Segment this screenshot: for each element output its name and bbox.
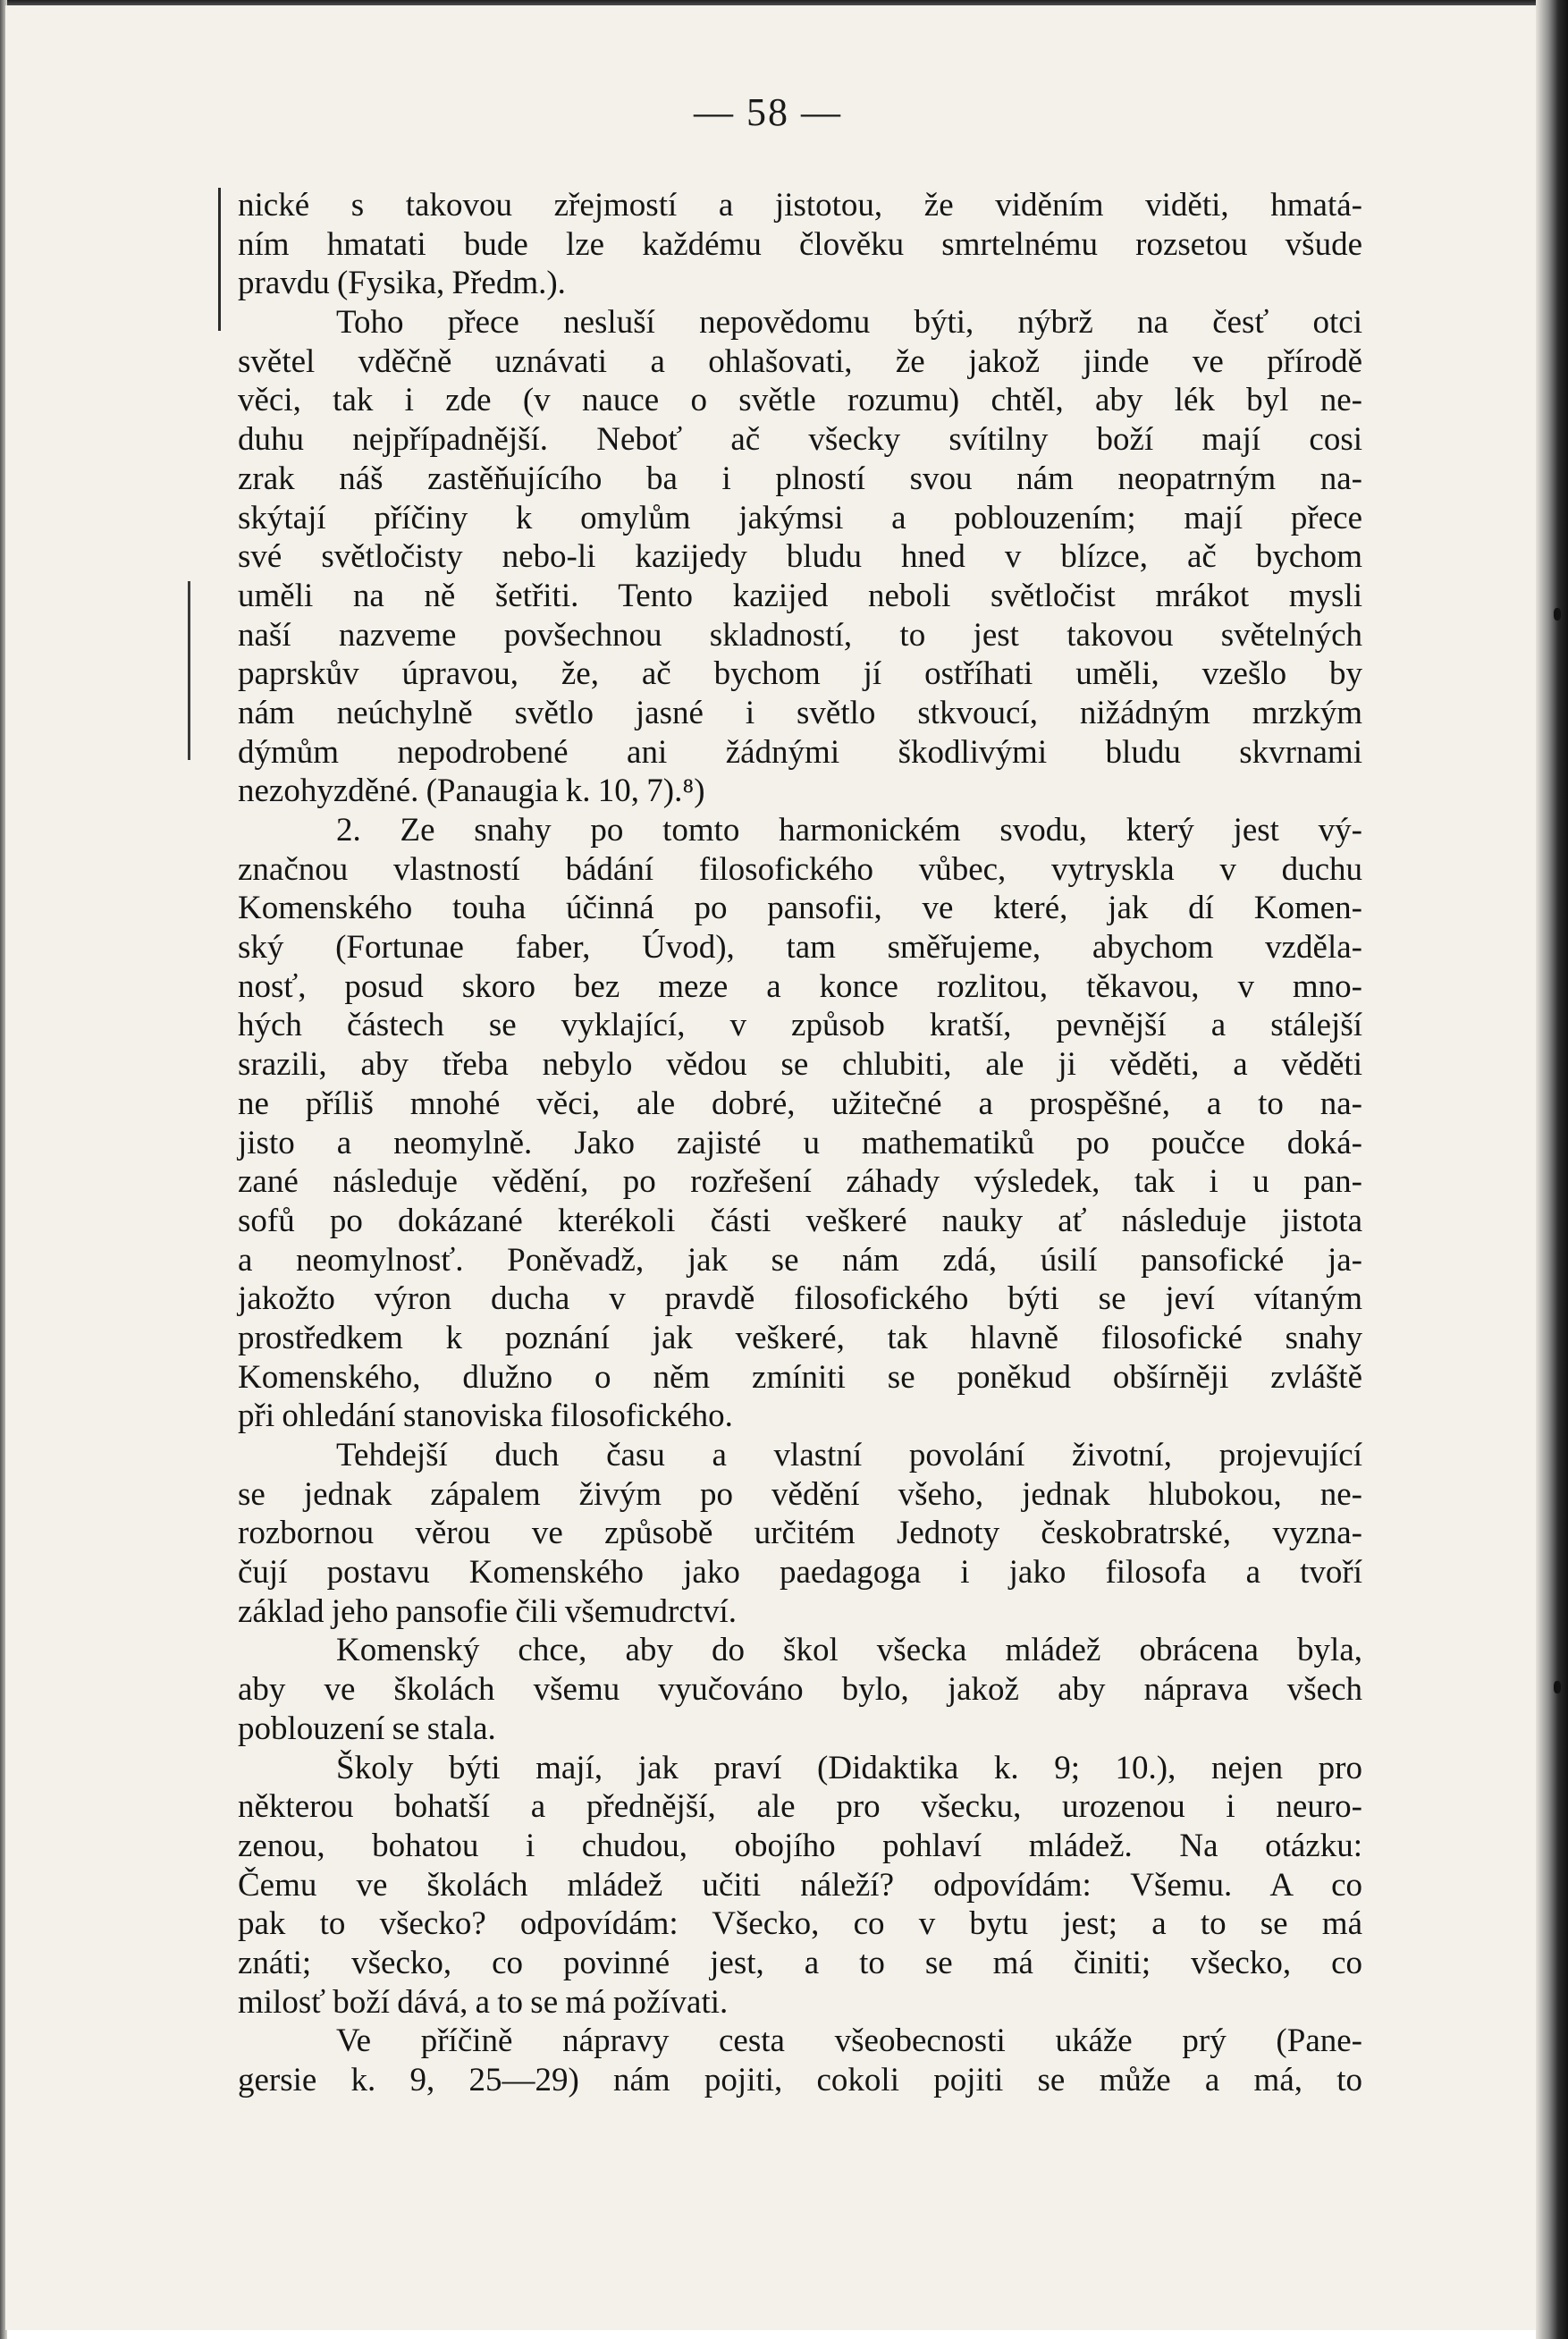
text-line: ský (Fortunae faber, Úvod), tam směřujeme, abychom vzděla- [238,929,1362,967]
text-line: Komenský chce, aby do škol všecka mládež obrácena byla, [336,1632,1362,1669]
text-line: prostředkem k poznání jak veškeré, tak hlavně filosofické snahy [238,1319,1362,1356]
margin-line-mark [218,188,221,331]
text-line: věci, tak i zde (v nauce o světle rozumu) chtěl, aby lék byl ne- [238,382,1362,419]
scan-speck [1554,1681,1561,1693]
scan-speck [1554,608,1561,621]
text-line: Tehdejší duch času a vlastní povolání životní, projevující [336,1437,1362,1473]
text-line: Toho přece nesluší nepovědomu býti, nýbrž na česť otci [336,304,1362,342]
text-line: 2. Ze snahy po tomto harmonickém svodu, který jest vý- [336,812,1362,849]
body-text [238,186,1362,2100]
text-line: jisto a neomylně. Jako zajisté u mathematiků po poučce doká- [238,1124,1362,1161]
text-line: nám neúchylně světlo jasné i světlo stkvoucí, nižádným mrzkým [238,694,1362,731]
text-line: dýmům nepodrobené ani žádnými škodlivými bludu skvrnami [238,733,1362,771]
text-line: poblouzení se stala. [238,1710,496,1747]
text-line: milosť boží dává, a to se má požívati. [238,1983,729,2021]
text-line: Komenského touha účinná po pansofii, ve které, jak dí Komen- [238,890,1362,927]
text-line: se jednak zápalem živým po vědění všeho, jednak hlubokou, ne- [238,1475,1362,1513]
text-line: základ jeho pansofie čili všemudrctví. [238,1592,738,1630]
text-line: světel vděčně uznávati a ohlašovati, že jakož jinde ve přírodě [238,342,1362,380]
text-line: uměli na ně šetřiti. Tento kazijed neboli světločist mrákot mysli [238,577,1362,614]
text-line: hých částech se vyklající, v způsob kratší, pevnější a stálejší [238,1007,1362,1044]
text-line: Komenského, dlužno o něm zmíniti se poněkud obšírněji zvláště [238,1358,1362,1396]
page-number: — 58 — [694,90,842,134]
text-line: znáti; všecko, co povinné jest, a to se má činiti; všecko, co [238,1944,1362,1981]
text-line: zrak náš zastěňujícího ba i plností svou nám neopatrným na- [238,460,1362,497]
text-line: čují postavu Komenského jako paedagoga i jako filosofa a tvoří [238,1554,1362,1592]
text-line: některou bohatší a přednější, ale pro všecku, urozenou i neuro- [238,1788,1362,1826]
text-line: srazili, aby třeba nebylo vědou se chlubiti, ale ji věděti, a věděti [238,1046,1362,1084]
text-line: ne příliš mnohé věci, ale dobré, užitečné a prospěšné, a to na- [238,1085,1362,1122]
text-line: naší nazveme povšechnou skladností, to jest takovou světelných [238,616,1362,654]
text-line: aby ve školách všemu vyučováno bylo, jakož aby náprava všech [238,1671,1362,1709]
text-line: rozbornou věrou ve způsobě určitém Jednoty českobratrské, vyzna- [238,1515,1362,1552]
text-line: nosť, posud skoro bez meze a konce rozlitou, těkavou, v mno- [238,967,1362,1005]
text-line: skýtají příčiny k omylům jakýmsi a poblouzením; mají přece [238,499,1362,536]
text-line: Ve příčině nápravy cesta všeobecnosti ukáže prý (Pane- [336,2022,1362,2060]
text-line: nické s takovou zřejmostí a jistotou, že viděním viděti, hmatá- [238,187,1362,224]
text-line: zenou, bohatou i chudou, obojího pohlaví mládež. Na otázku: [238,1827,1362,1864]
text-line: sofů po dokázané kterékoli části veškeré nauky ať následuje jistota [238,1202,1362,1239]
text-line: gersie k. 9, 25—29) nám pojiti, cokoli pojiti se může a má, to [238,2062,1362,2098]
text-line: Čemu ve školách mládež učiti náleží? odpovídám: Všemu. A co [238,1866,1362,1904]
text-line: při ohledání stanoviska filosofického. [238,1397,733,1435]
text-line: a neomylnosť. Poněvadž, jak se nám zdá, úsilí pansofické ja- [238,1241,1362,1279]
scan-right-edge [1536,0,1568,2339]
text-line: nezohyzděné. (Panaugia k. 10, 7).⁸) [238,773,705,810]
text-line: paprskův úpravou, že, ač bychom jí ostříhati uměli, vzešlo by [238,655,1362,693]
text-line: pak to všecko? odpovídám: Všecko, co v bytu jest; a to se má [238,1905,1362,1943]
text-line: zané následuje vědění, po rozřešení záhady výsledek, tak i u pan- [238,1163,1362,1201]
text-line: Školy býti mají, jak praví (Didaktika k. 9; 10.), nejen pro [336,1749,1362,1786]
text-line: své světločisty nebo-li kazijedy bludu hned v blízce, ač bychom [238,538,1362,576]
text-line: pravdu (Fysika, Předm.). [238,265,566,302]
margin-line-mark [188,581,190,760]
text-line: značnou vlastností bádání filosofického vůbec, vytryskla v duchu [238,850,1362,888]
text-line: jakožto výron ducha v pravdě filosofického býti se jeví vítaným [238,1280,1362,1318]
text-line: ním hmatati bude lze každému člověku smrtelnému rozsetou všude [238,225,1362,263]
text-line: duhu nejpřípadnější. Neboť ač všecky svítilny boží mají cosi [238,421,1362,459]
